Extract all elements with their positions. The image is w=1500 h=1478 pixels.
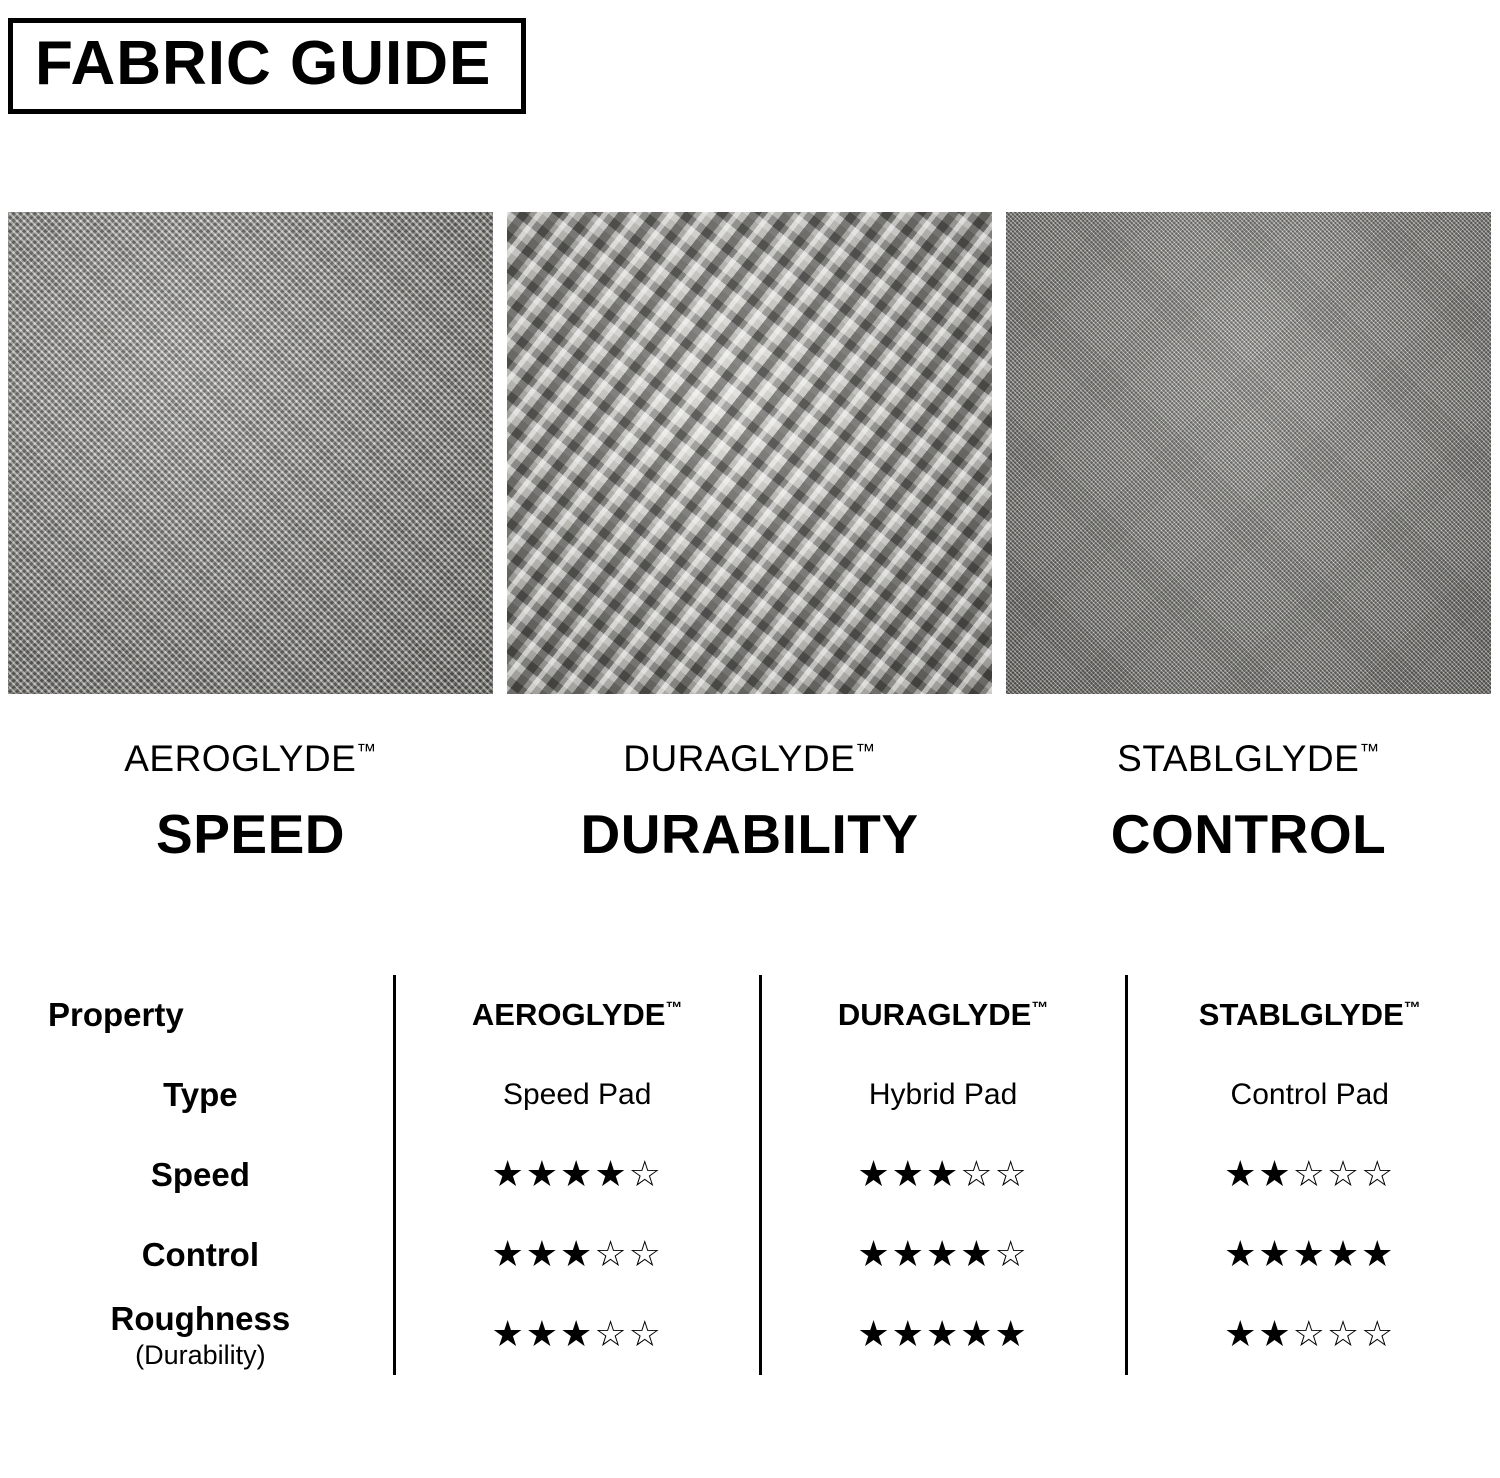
table-cell [1126, 1215, 1492, 1295]
fabric-swatch-icon-stablglyde [1006, 212, 1491, 694]
fabric-swatch-icon-aeroglyde [8, 212, 493, 694]
table-body [8, 1055, 1492, 1375]
table-row-label: Roughness (Durability) [8, 1295, 394, 1375]
fabric-card-duraglyde [507, 212, 992, 866]
fabric-card-stablglyde [1006, 212, 1491, 866]
table-header-duraglyde [760, 975, 1126, 1055]
fabric-name-text: STABLGLYDE [1117, 738, 1360, 779]
table-cell [760, 1135, 1126, 1215]
table-header-text: AEROGLYDE [471, 997, 666, 1032]
table-cell [760, 1295, 1126, 1375]
fabric-name-stablglyde [1006, 738, 1491, 780]
trademark-symbol: ™ [855, 740, 876, 763]
fabric-swatch-row [8, 212, 1492, 866]
table-header-property: Property [48, 996, 184, 1033]
fabric-swatch-icon-duraglyde [507, 212, 992, 694]
table-cell [394, 1215, 760, 1295]
table-row [8, 1295, 1492, 1375]
table-cell [1126, 1135, 1492, 1215]
table-header-text: DURAGLYDE [837, 997, 1032, 1032]
trademark-symbol: ™ [665, 998, 683, 1018]
rating-stars: ★★★★☆ [857, 1233, 1029, 1274]
trademark-symbol: ™ [1403, 998, 1421, 1018]
fabric-name-text: DURAGLYDE [623, 738, 856, 779]
trademark-symbol: ™ [1031, 998, 1049, 1018]
fabric-name-aeroglyde [8, 738, 493, 780]
table-header-row [8, 975, 1492, 1055]
rating-stars: ★★★☆☆ [491, 1313, 663, 1354]
table-row [8, 1215, 1492, 1295]
fabric-attribute-duraglyde: DURABILITY [580, 803, 919, 865]
table-header-text: STABLGLYDE [1198, 997, 1404, 1032]
table-cell [394, 1295, 760, 1375]
page-title: FABRIC GUIDE [35, 29, 492, 98]
table-header-stablglyde [1126, 975, 1492, 1055]
fabric-card-aeroglyde [8, 212, 493, 866]
fabric-name-text: AEROGLYDE [124, 738, 357, 779]
table-cell: Speed Pad [394, 1055, 760, 1135]
table-row [8, 1055, 1492, 1135]
table-cell [760, 1215, 1126, 1295]
table-cell [1126, 1295, 1492, 1375]
table-cell [394, 1135, 760, 1215]
rating-stars: ★★★☆☆ [491, 1233, 663, 1274]
fabric-name-duraglyde [507, 738, 992, 780]
fabric-attribute-stablglyde: CONTROL [1110, 803, 1387, 865]
table-row-label: Control [141, 1236, 260, 1273]
table-header-aeroglyde [394, 975, 760, 1055]
comparison-table [8, 975, 1492, 1375]
table-cell: Control Pad [1126, 1055, 1492, 1135]
fabric-attribute-aeroglyde: SPEED [156, 803, 345, 865]
rating-stars: ★★★☆☆ [857, 1153, 1029, 1194]
rating-stars: ★★★★★ [857, 1313, 1029, 1354]
table-row-label: Type [163, 1076, 238, 1113]
rating-stars: ★★☆☆☆ [1224, 1313, 1396, 1354]
comparison-table-wrapper [8, 975, 1492, 1375]
table-row [8, 1135, 1492, 1215]
trademark-symbol: ™ [356, 740, 377, 763]
table-row-label: Speed [150, 1156, 250, 1193]
trademark-symbol: ™ [1359, 740, 1380, 763]
table-cell: Hybrid Pad [760, 1055, 1126, 1135]
table-row-sublabel: (Durability) [135, 1339, 266, 1370]
rating-stars: ★★★★★ [1224, 1233, 1396, 1274]
rating-stars: ★★☆☆☆ [1224, 1153, 1396, 1194]
page-title-box [8, 18, 526, 114]
rating-stars: ★★★★☆ [491, 1153, 663, 1194]
